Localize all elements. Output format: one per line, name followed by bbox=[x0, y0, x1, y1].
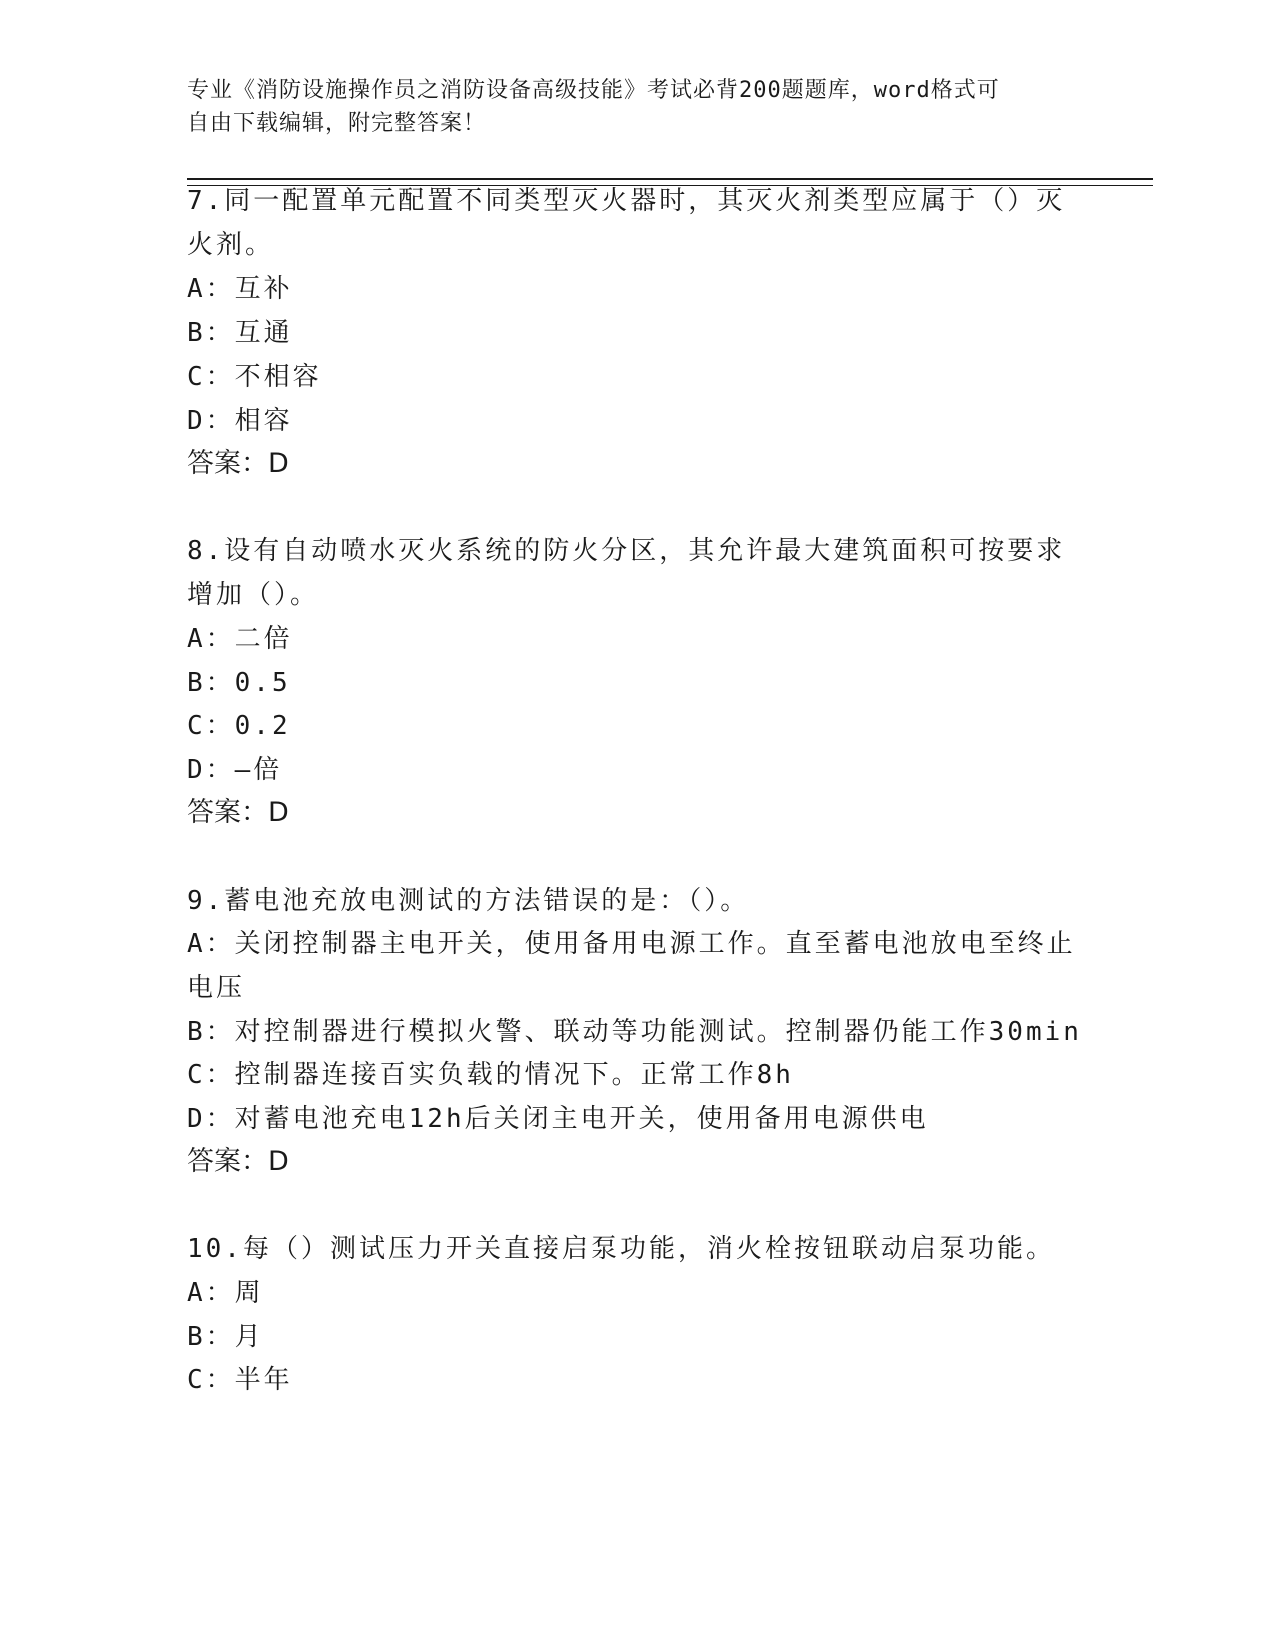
question-10-option-a: A：周 bbox=[187, 1278, 264, 1308]
question-8-option-d: D：—倍 bbox=[187, 755, 283, 785]
question-8-answer: 答案：D bbox=[187, 797, 289, 828]
question-9-option-a-line-1: A：关闭控制器主电开关，使用备用电源工作。直至蓄电池放电至终止 bbox=[187, 929, 1076, 959]
question-8-option-a: A：二倍 bbox=[187, 624, 293, 654]
question-10-option-b: B：月 bbox=[187, 1322, 264, 1352]
question-9-answer: 答案：D bbox=[187, 1146, 289, 1177]
question-8-option-b: B：0.5 bbox=[187, 668, 291, 698]
question-7-stem-line-1: 7.同一配置单元配置不同类型灭火器时，其灭火剂类型应属于（）灭 bbox=[187, 186, 1066, 216]
question-9-stem: 9.蓄电池充放电测试的方法错误的是：（）。 bbox=[187, 886, 750, 916]
question-7-option-b: B：互通 bbox=[187, 318, 293, 348]
question-10-stem: 10.每（）测试压力开关直接启泵功能，消火栓按钮联动启泵功能。 bbox=[187, 1234, 1055, 1264]
header-line-2: 自由下载编辑，附完整答案！ bbox=[187, 111, 487, 136]
question-8-stem-line-1: 8.设有自动喷水灭火系统的防火分区，其允许最大建筑面积可按要求 bbox=[187, 536, 1066, 566]
question-9-option-b: B：对控制器进行模拟火警、联动等功能测试。控制器仍能工作30min bbox=[187, 1017, 1082, 1047]
question-9-option-d: D：对蓄电池充电12h后关闭主电开关，使用备用电源供电 bbox=[187, 1104, 929, 1134]
question-9-option-a-line-2: 电压 bbox=[187, 973, 246, 1003]
question-10-option-c: C：半年 bbox=[187, 1365, 293, 1395]
question-7-option-d: D：相容 bbox=[187, 406, 293, 436]
question-7-stem-line-2: 火剂。 bbox=[187, 230, 275, 260]
question-7-option-a: A：互补 bbox=[187, 274, 293, 304]
question-8-stem-line-2: 增加（）。 bbox=[187, 580, 320, 610]
header-line-1: 专业《消防设施操作员之消防设备高级技能》考试必背200题题库，word格式可 bbox=[187, 78, 1000, 103]
question-7-option-c: C：不相容 bbox=[187, 362, 322, 392]
document-header bbox=[187, 74, 1067, 140]
question-8-option-c: C：0.2 bbox=[187, 711, 291, 741]
question-7-answer: 答案：D bbox=[187, 448, 289, 479]
question-9-option-c: C：控制器连接百实负载的情况下。正常工作8h bbox=[187, 1060, 794, 1090]
